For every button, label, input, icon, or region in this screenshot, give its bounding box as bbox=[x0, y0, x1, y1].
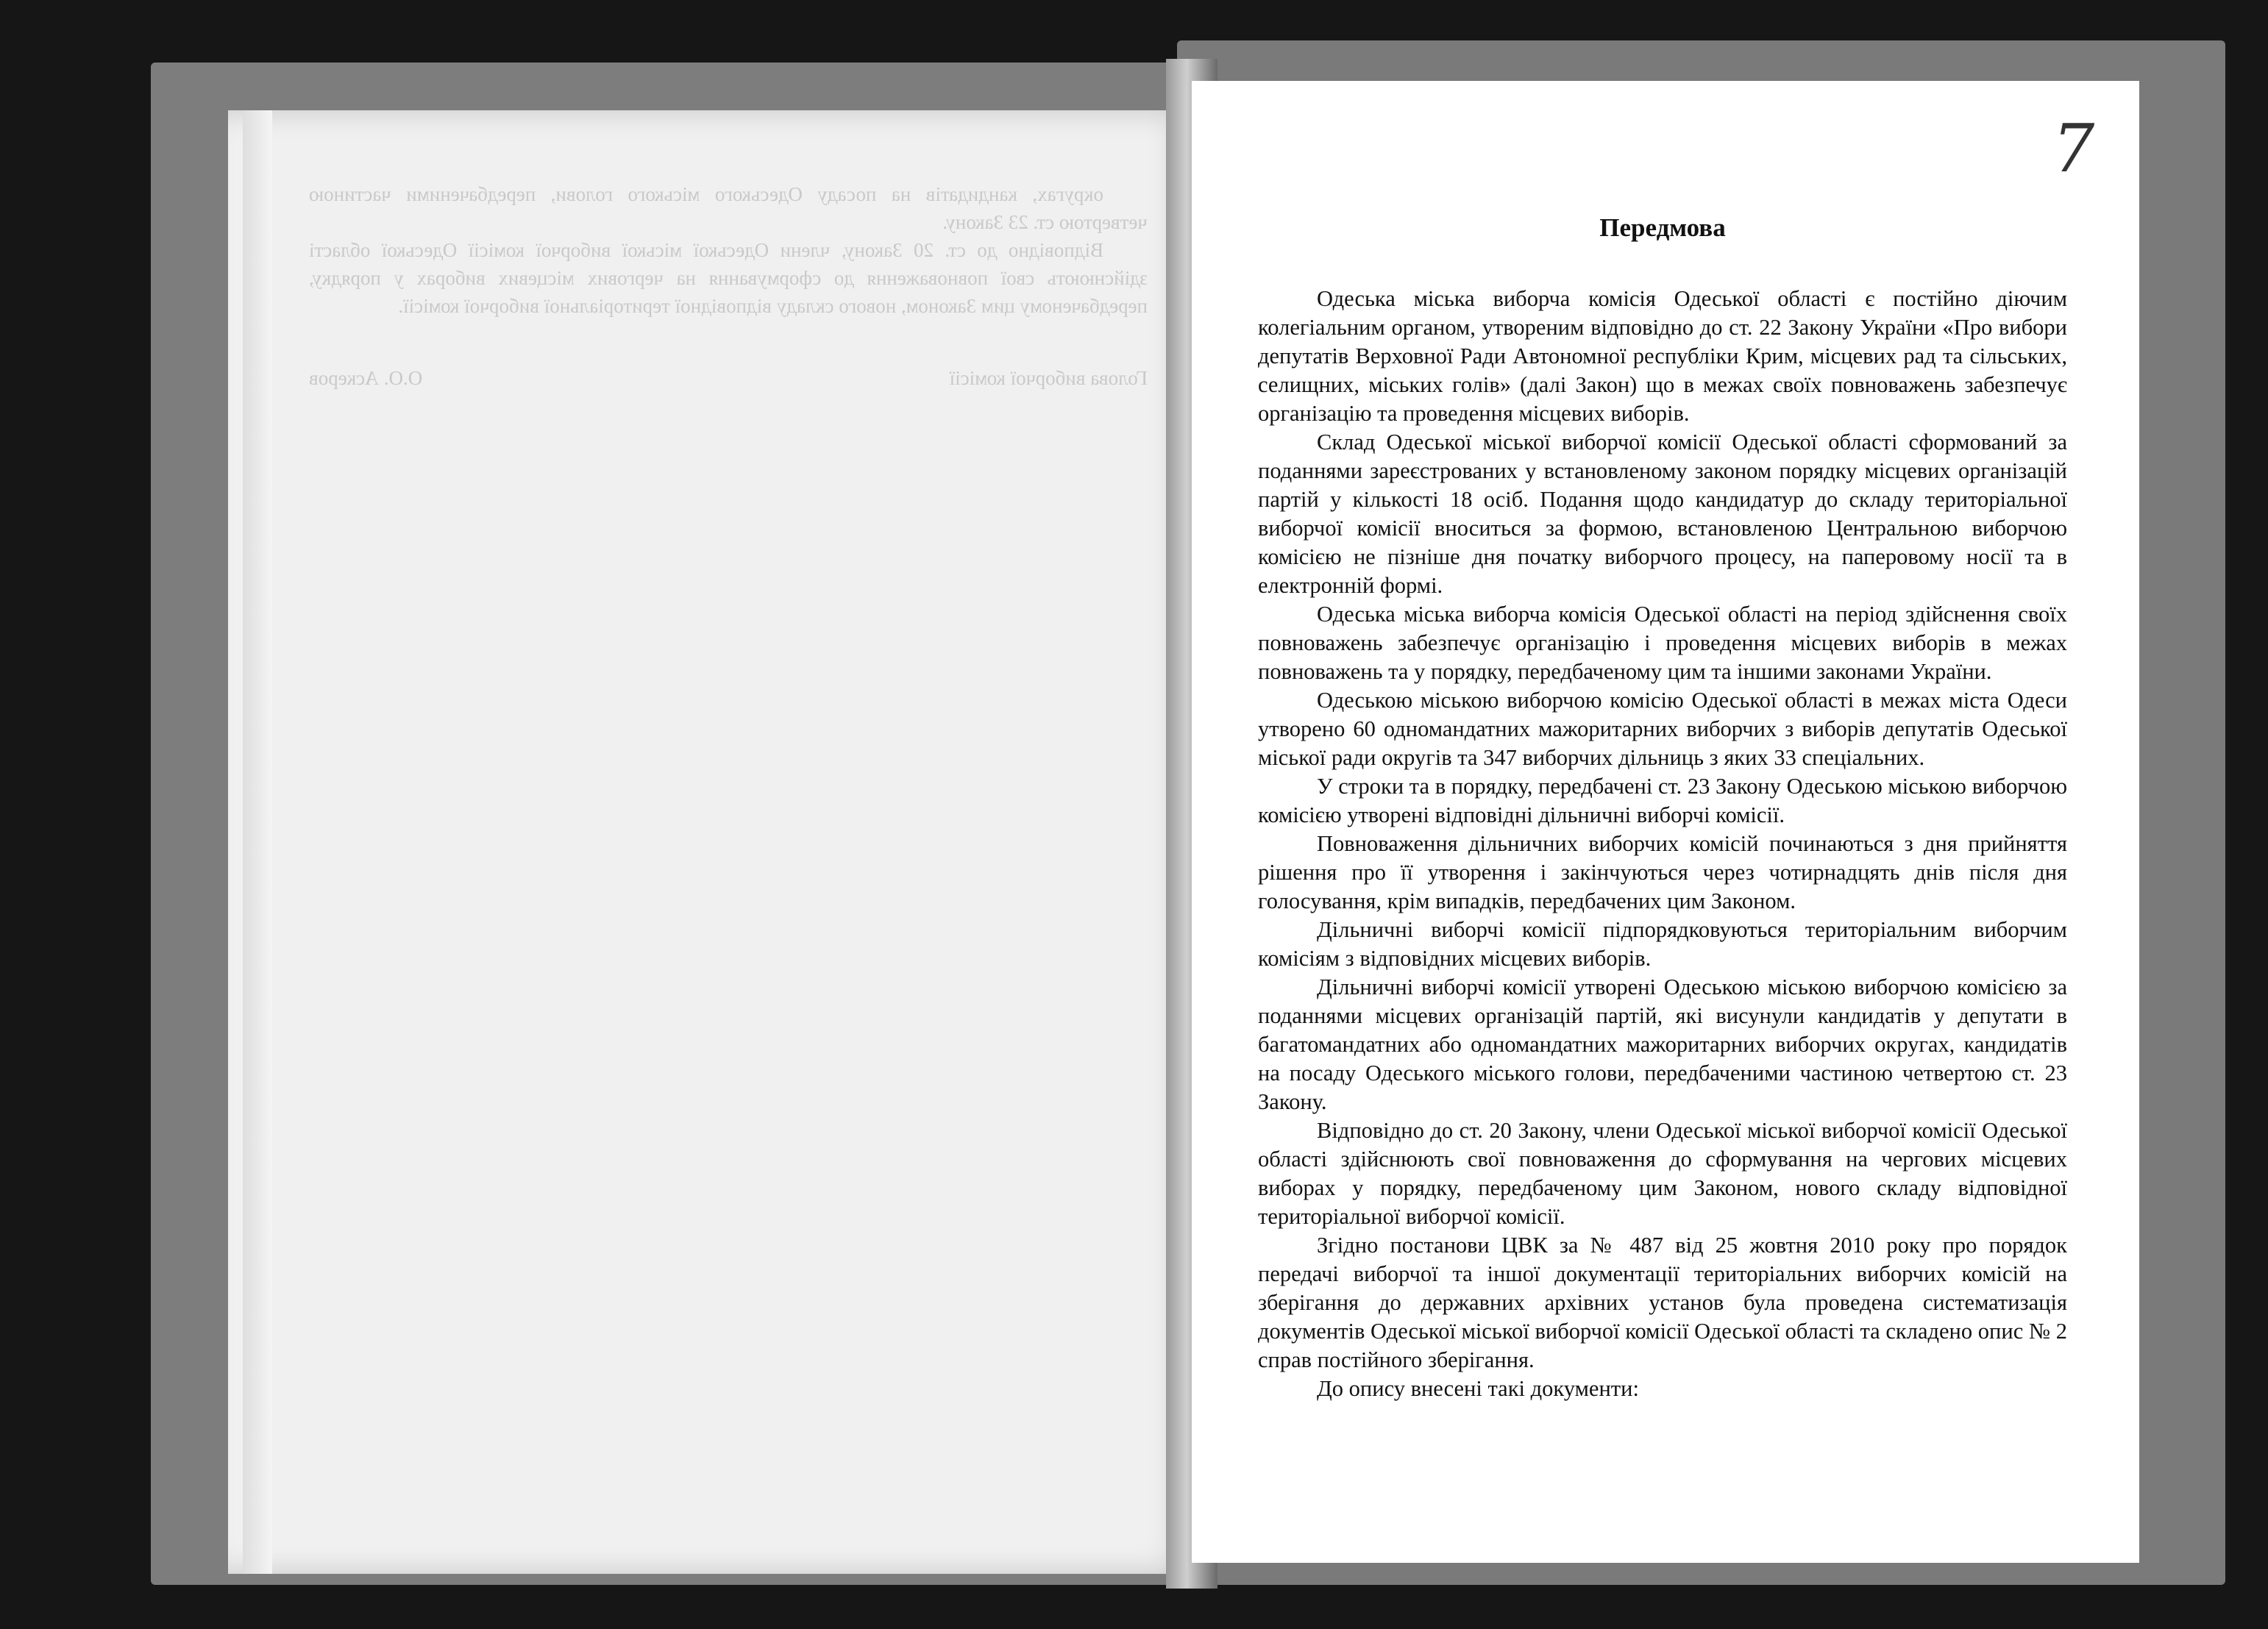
document-title: Передмова bbox=[1599, 213, 1726, 242]
left-page-edge bbox=[243, 110, 272, 1574]
paragraph: Одеською міською виборчою комісію Одеської області в межах міста Одеси утворено 60 одномандатних мажоритарних виборчих з виборів депутатів Одеської міської ради округів та 347 виборчих дільниць з яких 33 спеціальних. bbox=[1258, 688, 2067, 770]
left-page-bleed-through-text bbox=[309, 180, 1148, 392]
paragraph: Одеська міська виборча комісія Одеської області на період здійснення своїх повноважень забезпечує організацію і проведення місцевих виборів в межах повноважень та у порядку, передбаченому цим та іншими законами України. bbox=[1258, 602, 2067, 684]
left-page-signature bbox=[309, 364, 1148, 392]
paragraph: Склад Одеської міської виборчої комісії Одеської області сформований за поданнями зареєстрованих у встановленому законом порядку місцевих організацій партій у кількості 18 осіб. Подання щодо кандидатур до складу територіальної виборчої комісії вноситься за формою, встановленою Центральною виборчою комісією не пізніше дня початку виборчого процесу, на паперовому носії та в електронній формі. bbox=[1258, 429, 2067, 598]
paragraph: До опису внесені такі документи: bbox=[1317, 1376, 1639, 1401]
signature-name: О.О. Аскеров bbox=[309, 367, 423, 389]
left-page-line: Відповідно до ст. 20 Закону, члени Одеської міської виборчої комісії Одеської області здійснюють свої повноваження до сформування на чергових місцевих виборах у порядку, передбаченому цим Законом, нового складу відповідної територіальної виборчої комісії. bbox=[309, 239, 1148, 317]
paragraph: Повноваження дільничних виборчих комісій починаються з дня прийняття рішення про її утворення і закінчуються через чотирнадцять днів після дня голосування, крім випадків, передбачених цим Законом. bbox=[1258, 831, 2067, 913]
paragraph: Відповідно до ст. 20 Закону, члени Одеської міської виборчої комісії Одеської області здійснюють свої повноваження до сформування на чергових місцевих виборах у порядку, передбаченому цим Законом, нового складу відповідної територіальної виборчої комісії. bbox=[1258, 1118, 2067, 1229]
paragraph: У строки та в порядку, передбачені ст. 23 Закону Одеською міською виборчою комісією утворені відповідні дільничні виборчі комісії. bbox=[1258, 774, 2067, 827]
paragraph: Одеська міська виборча комісія Одеської області є постійно діючим колегіальним органом, утвореним відповідно до ст. 22 Закону України «Про вибори депутатів Верховної Ради Автономної республіки Крим, місцевих рад та сільських, селищних, міських голів» (далі Закон) що в межах своїх повноважень забезпечує організацію та проведення місцевих виборів. bbox=[1258, 286, 2067, 426]
document-body bbox=[1258, 213, 2067, 1403]
paragraph: Дільничні виборчі комісії підпорядковуються територіальним виборчим комісіям з відповідних місцевих виборів. bbox=[1258, 917, 2067, 971]
paragraph: Згідно постанови ЦВК за № 487 від 25 жовтня 2010 року про порядок передачі виборчої та іншої документації територіальних виборчих комісій на зберігання до державних архівних установ була проведена систематизація документів Одеської міської виборчої комісії Одеської області та складено опис № 2 справ постійного зберігання. bbox=[1258, 1233, 2067, 1372]
page-number: 7 bbox=[2052, 110, 2095, 188]
signature-role: Голова виборчої комісії bbox=[949, 367, 1148, 389]
left-page-line: округах, кандидатів на посаду Одеського міського голови, передбаченими частиною четвертою ст. 23 Закону. bbox=[309, 183, 1148, 233]
paragraph: Дільничні виборчі комісії утворені Одеською міською виборчою комісією за поданнями місцевих організацій партій, які висунули кандидатів у депутати в багатомандатних або одномандатних мажоритарних виборчих округах, кандидатів на посаду Одеського міського голови, передбаченими частиною четвертою ст. 23 Закону. bbox=[1258, 974, 2067, 1114]
